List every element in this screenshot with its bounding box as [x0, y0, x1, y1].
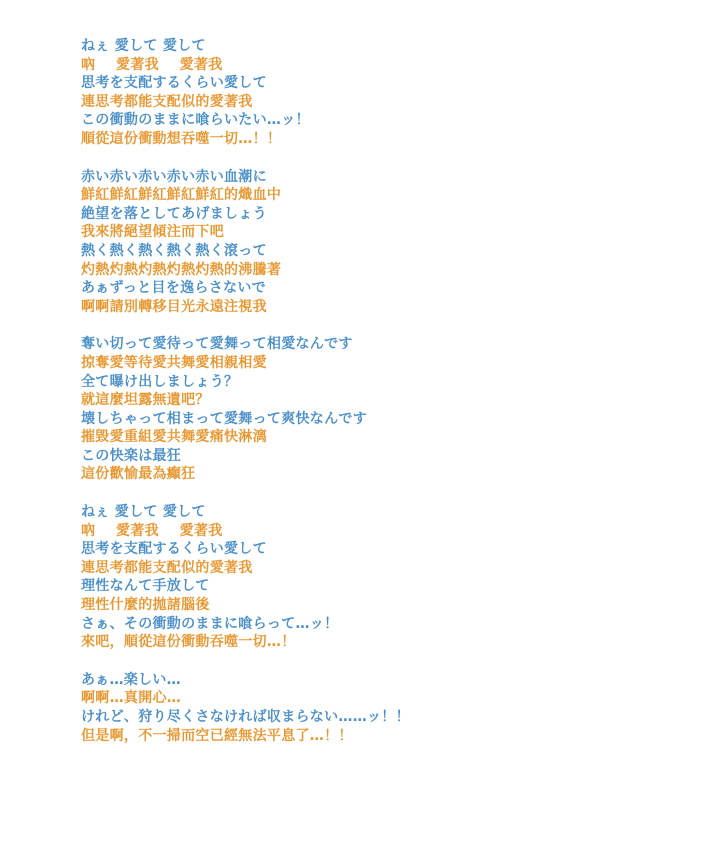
chinese-translation-line: 吶 愛著我 愛著我 [81, 56, 223, 73]
lyrics-block [81, 37, 691, 764]
japanese-lyric-line: ねぇ 愛して 愛して [81, 38, 206, 54]
japanese-lyric-line: 全て曝け出しましょう？ [81, 373, 239, 390]
chinese-translation-line: 掠奪愛等待愛共舞愛相親相愛 [81, 354, 267, 371]
chinese-translation-line: 順從這份衝動想吞噬一切…！！ [81, 130, 282, 147]
japanese-lyric-line: 熱く熱く熱く熱く熱く滾って [81, 242, 267, 259]
stanza [81, 503, 691, 652]
japanese-lyric-line: 壊しちゃって相まって愛舞って爽快なんです [81, 410, 367, 427]
japanese-lyric-line: 赤い赤い赤い赤い赤い血潮に [81, 168, 267, 185]
japanese-lyric-line: この快楽は最狂 [81, 447, 182, 464]
chinese-translation-line: 摧毀愛重組愛共舞愛痛快淋漓 [81, 429, 267, 446]
chinese-translation-line: 來吧，順從這份衝動吞噬一切…！ [81, 634, 296, 651]
chinese-translation-line: 就這麼坦露無遺吧？ [81, 392, 210, 409]
chinese-translation-line: 我來將絕望傾注而下吧 [81, 224, 224, 241]
stanza [81, 335, 691, 484]
japanese-lyric-line: あぁずっと目を逸らさないで [81, 280, 266, 297]
chinese-translation-line: 灼熱灼熱灼熱灼熱灼熱的沸騰著 [81, 261, 282, 278]
chinese-translation-line: 啊啊…真開心… [81, 690, 182, 707]
japanese-lyric-line: 奪い切って愛待って愛舞って相愛なんです [81, 336, 353, 353]
japanese-lyric-line: 絶望を落としてあげましょう [81, 205, 267, 222]
chinese-translation-line: 理性什麼的拋諸腦後 [81, 597, 210, 614]
stanza [81, 168, 691, 317]
chinese-translation-line: 這份歡愉最為癲狂 [81, 466, 196, 483]
japanese-lyric-line: 理性なんて手放して [81, 578, 210, 595]
japanese-lyric-line: さぁ、その衝動のままに喰らって…ッ！ [81, 615, 339, 632]
stanza [81, 37, 691, 149]
chinese-translation-line: 鮮紅鮮紅鮮紅鮮紅鮮紅的熾血中 [81, 187, 282, 204]
chinese-translation-line: 但是啊，不一掃而空已經無法平息了…！！ [81, 727, 353, 744]
chinese-translation-line: 連思考都能支配似的愛著我 [81, 559, 253, 576]
chinese-translation-line: 啊啊請別轉移目光永遠注視我 [81, 298, 267, 315]
stanza [81, 671, 691, 745]
japanese-lyric-line: 思考を支配するくらい愛して [81, 541, 267, 558]
chinese-translation-line: 連思考都能支配似的愛著我 [81, 93, 253, 110]
japanese-lyric-line: 思考を支配するくらい愛して [81, 75, 267, 92]
japanese-lyric-line: あぁ…楽しい… [81, 671, 181, 688]
japanese-lyric-line: この衝動のままに喰らいたい…ッ！ [81, 112, 310, 129]
japanese-lyric-line: ねぇ 愛して 愛して [81, 504, 206, 521]
japanese-lyric-line: けれど、狩り尽くさなければ収まらない……ッ！！ [81, 709, 410, 725]
chinese-translation-line: 吶 愛著我 愛著我 [81, 522, 223, 539]
